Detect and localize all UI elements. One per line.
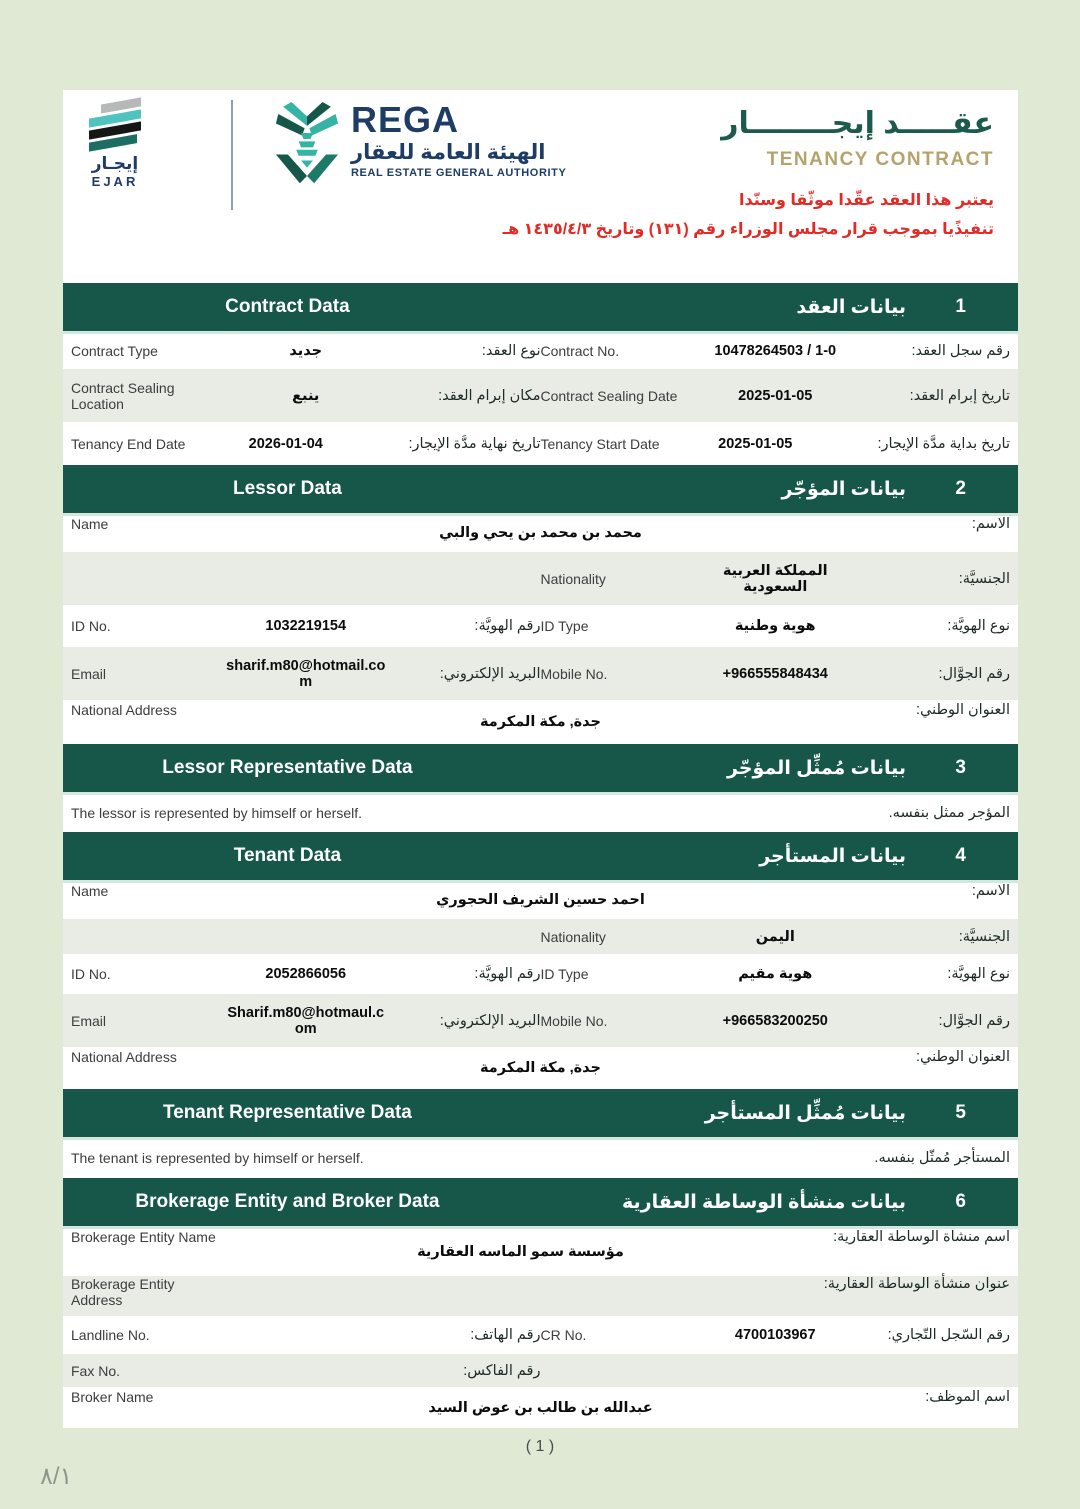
section-title-en: Tenant Representative Data: [163, 1102, 412, 1123]
field-value-wrap: [221, 883, 860, 917]
field-label-en: Name: [71, 516, 109, 532]
section-title-ar: بيانات منشأة الوساطة العقارية: [622, 1191, 906, 1213]
field-label-ar: اسم منشأة الوساطة العقارية:: [833, 1229, 1010, 1245]
field-value: +966555848434: [722, 665, 828, 682]
field-value: 2025-01-05: [718, 435, 793, 452]
ejar-logo-stripes-icon: [89, 97, 141, 151]
field-label-en: Contract Sealing Location: [71, 379, 175, 412]
field-cr-no: [541, 1318, 1011, 1352]
field-label-en: ID No.: [71, 966, 111, 982]
row-sealing-date-location: [63, 369, 1018, 424]
field-label-en: Mobile No.: [540, 665, 608, 682]
field-value: 2026-01-04: [248, 435, 323, 452]
field-label-en: ID Type: [540, 966, 589, 982]
field-value: عبدالله بن طالب بن عوض السيد: [428, 1399, 653, 1416]
field-value-wrap: [221, 1333, 391, 1337]
field-label-ar: رقم الهويَّة:: [474, 966, 541, 982]
legal-notice-line2: تنفيذًيا بموجب قرار مجلس الوزراء رقم (١٣١) وتاريخ ١٤٣٥/٤/٣ هـ: [502, 220, 994, 238]
field-value-wrap: [221, 1049, 860, 1087]
field-label-ar: الجنسيَّة:: [958, 928, 1010, 945]
field-value-wrap: [221, 702, 860, 742]
section-band-tenant-representative: [63, 1089, 1018, 1140]
representative-note-en: The lessor is represented by himself or herself.: [71, 804, 363, 821]
field-tenancy-end-date: [71, 424, 541, 463]
field-label-ar: نوع الهويَّة:: [947, 618, 1010, 634]
field-value: محمد بن محمد بن يحي والبي: [439, 525, 642, 541]
section-band-contract-data: [63, 283, 1018, 334]
header-divider: [231, 100, 233, 210]
field-label-en: National Address: [71, 702, 177, 718]
field-value-wrap: [221, 1003, 391, 1039]
row-lessor-contact: [63, 647, 1018, 702]
field-label-en: Brokerage Entity Address: [71, 1276, 175, 1308]
field-value: +966583200250: [722, 1012, 828, 1029]
field-value: 4700103967: [734, 1327, 816, 1343]
row-broker-name: [63, 1389, 1018, 1428]
document-header: [63, 90, 1018, 283]
row-fax-no: [63, 1354, 1018, 1389]
field-value-wrap: [221, 386, 391, 406]
field-value-wrap: [221, 1229, 820, 1274]
field-value-wrap: [691, 1011, 861, 1031]
field-value-wrap: [691, 561, 861, 597]
field-lessor-mobile: [541, 647, 1011, 700]
field-contract-no: [541, 334, 1011, 367]
row-tenancy-dates: [63, 424, 1018, 465]
field-label-en: Brokerage Entity Name: [71, 1229, 216, 1245]
row-brokerage-entity-address: [63, 1276, 1018, 1318]
field-value-wrap: [691, 386, 861, 406]
field-label-en: Email: [71, 665, 107, 682]
page-corner-mark: ٨/١: [40, 1463, 73, 1490]
section-number: 4: [955, 845, 966, 866]
section-number: 2: [955, 478, 966, 499]
row-lessor-nationality: [63, 552, 1018, 607]
field-value-wrap: [221, 1276, 820, 1316]
field-value: Sharif.m80@hotmaul.com: [227, 1004, 385, 1037]
field-value: ينبع: [292, 387, 320, 404]
field-label-en: Landline No.: [71, 1327, 150, 1343]
field-label-en: Mobile No.: [540, 1012, 608, 1029]
field-label-ar: عنوان منشأة الوساطة العقارية:: [823, 1276, 1010, 1292]
field-value-wrap: [221, 341, 391, 361]
representative-note-ar: المستأجر مُمثّل بنفسه.: [874, 1150, 1010, 1166]
field-tenant-id-no: [71, 956, 541, 992]
row-tenant-contact: [63, 994, 1018, 1049]
field-tenancy-start-date: [541, 424, 1011, 463]
field-tenant-id-type: [541, 956, 1011, 992]
field-label-ar: الاسم:: [971, 516, 1010, 532]
section-title-ar: بيانات مُمثِّل المؤجّر: [727, 757, 906, 779]
field-value: جدة, مكة المكرمة: [479, 1060, 602, 1076]
field-lessor-email: [71, 647, 541, 700]
row-lessor-address: [63, 702, 1018, 744]
row-tenant-nationality: [63, 919, 1018, 956]
field-value-wrap: [691, 341, 861, 361]
field-label-ar: العنوان الوطني:: [916, 702, 1010, 718]
rega-arabic-name: الهيئة العامة للعقار: [351, 141, 546, 164]
field-value: هوية مقيم: [738, 966, 813, 982]
section-title-ar: بيانات المستأجر: [759, 845, 906, 867]
section-title-en: Lessor Representative Data: [162, 757, 413, 778]
ejar-logo-english: EJAR: [91, 173, 139, 189]
representative-note-ar: المؤجر ممثل بنفسه.: [888, 804, 1010, 821]
field-value: جديد: [289, 342, 323, 359]
field-value: المملكة العربية السعودية: [722, 562, 828, 595]
field-value: اليمن: [755, 928, 795, 945]
field-value-wrap: [691, 434, 821, 454]
field-value-wrap: [691, 616, 861, 636]
section-band-lessor-representative: [63, 744, 1018, 795]
page-number: ( 1 ): [525, 1438, 555, 1455]
representative-note-en: The tenant is represented by himself or herself.: [71, 1150, 364, 1166]
ejar-logo: [85, 102, 145, 189]
section-band-brokerage: [63, 1178, 1018, 1229]
field-value-wrap: [221, 616, 391, 636]
section-title-en: Brokerage Entity and Broker Data: [135, 1191, 440, 1212]
row-lessor-representative-note: [63, 795, 1018, 832]
field-label-ar: نوع العقد:: [481, 342, 541, 359]
field-value-wrap: [221, 516, 860, 550]
field-value: sharif.m80@hotmail.com: [226, 657, 386, 690]
ejar-logo-arabic: إيجـار: [91, 154, 139, 173]
section-band-lessor-data: [63, 465, 1018, 516]
rega-palm-icon: [271, 102, 343, 188]
field-label-ar: رقم الفاكس:: [463, 1362, 541, 1379]
field-label-ar: رقم السّجل التّجاري:: [887, 1327, 1010, 1343]
field-label-en: Nationality: [540, 570, 606, 587]
field-label-ar: الاسم:: [971, 883, 1010, 899]
field-label-en: Contract No.: [540, 342, 620, 359]
field-lessor-id-no: [71, 607, 541, 645]
field-lessor-id-type: [541, 607, 1011, 645]
field-label-ar: رقم سجل العقد:: [911, 342, 1010, 359]
field-label-en: CR No.: [540, 1327, 587, 1343]
field-label-ar: رقم الجوَّال:: [938, 1012, 1010, 1029]
field-value-wrap: [691, 964, 861, 984]
field-contract-type: [71, 334, 541, 367]
field-value-wrap: [691, 1325, 861, 1345]
section-title-ar: بيانات مُمثِّل المستأجر: [704, 1102, 906, 1124]
section-number: 1: [955, 296, 966, 317]
field-tenant-nationality: [541, 919, 1011, 954]
section-band-tenant-data: [63, 832, 1018, 883]
field-label-en: Broker Name: [71, 1389, 154, 1405]
field-label-en: ID No.: [71, 618, 111, 634]
row-contract-no-type: [63, 334, 1018, 369]
field-label-ar: البريد الإلكتروني:: [439, 665, 541, 682]
contract-title-english: TENANCY CONTRACT: [766, 149, 994, 170]
field-tenant-mobile: [541, 994, 1011, 1047]
field-label-en: Tenancy Start Date: [540, 435, 660, 452]
field-label-ar: رقم الهويَّة:: [474, 618, 541, 634]
row-lessor-name: [63, 516, 1018, 552]
section-number: 3: [955, 757, 966, 778]
field-value: مؤسسة سمو الماسه العقارية: [417, 1243, 624, 1260]
field-value-wrap: [221, 1369, 391, 1373]
field-value: 10478264503 / 1-0: [714, 342, 837, 359]
field-value-wrap: [221, 964, 391, 984]
field-label-en: Contract Type: [71, 342, 158, 359]
field-label-ar: مكان إبرام العقد:: [438, 387, 541, 404]
field-value-wrap: [221, 1389, 860, 1426]
field-label-ar: العنوان الوطني:: [916, 1049, 1010, 1065]
field-label-ar: تاريخ بداية مدَّة الإيجار:: [877, 435, 1010, 452]
field-label-ar: اسم الموظف:: [925, 1389, 1010, 1405]
field-value: 1032219154: [265, 618, 347, 634]
row-lessor-id: [63, 607, 1018, 647]
field-value: احمد حسين الشريف الحجوري: [436, 892, 645, 908]
field-value-wrap: [221, 434, 351, 454]
row-tenant-representative-note: [63, 1140, 1018, 1178]
section-title-ar: بيانات العقد: [796, 296, 906, 318]
field-label-ar: تاريخ نهاية مدَّة الإيجار:: [408, 435, 541, 452]
field-label-ar: رقم الجوَّال:: [938, 665, 1010, 682]
row-brokerage-cr-landline: [63, 1318, 1018, 1354]
section-number: 6: [955, 1191, 966, 1212]
field-tenant-email: [71, 994, 541, 1047]
field-landline-no: [71, 1318, 541, 1352]
row-tenant-address: [63, 1049, 1018, 1089]
field-label-en: Fax No.: [71, 1362, 121, 1379]
field-label-ar: رقم الهاتف:: [470, 1327, 541, 1343]
field-label-ar: تاريخ إبرام العقد:: [909, 387, 1010, 404]
field-lessor-nationality: [541, 552, 1011, 605]
section-number: 5: [955, 1102, 966, 1123]
field-label-en: Email: [71, 1012, 107, 1029]
field-value: 2025-01-05: [738, 387, 813, 404]
legal-notice-line1: يعتبر هذا العقد عقّدا موثّقا وسنّدا: [739, 192, 994, 209]
field-label-ar: الجنسيَّة:: [958, 570, 1010, 587]
field-label-en: Tenancy End Date: [71, 435, 186, 452]
row-brokerage-entity-name: [63, 1229, 1018, 1276]
contract-title-block: [503, 106, 994, 245]
field-label-en: ID Type: [540, 618, 589, 634]
tenancy-contract-document: [63, 90, 1018, 1428]
field-label-ar: البريد الإلكتروني:: [439, 1012, 541, 1029]
field-value-wrap: [691, 664, 861, 684]
row-tenant-name: [63, 883, 1018, 919]
section-title-en: Lessor Data: [233, 478, 342, 499]
field-label-ar: نوع الهويَّة:: [947, 966, 1010, 982]
field-value: جدة, مكة المكرمة: [479, 714, 602, 730]
field-sealing-date: [541, 369, 1011, 422]
field-value: هوية وطنية: [734, 618, 816, 634]
section-title-en: Contract Data: [225, 296, 350, 317]
field-value-wrap: [221, 656, 391, 692]
contract-title-arabic: عقـــــد إيجــــــــار: [721, 107, 994, 140]
rega-english-name: REAL ESTATE GENERAL AUTHORITY: [351, 167, 567, 180]
section-title-ar: بيانات المؤجّر: [781, 478, 906, 500]
row-tenant-id: [63, 956, 1018, 994]
field-label-en: Contract Sealing Date: [540, 387, 678, 404]
field-value: 2052866056: [265, 966, 347, 982]
field-label-en: National Address: [71, 1049, 177, 1065]
field-value-wrap: [691, 927, 861, 947]
field-label-en: Name: [71, 883, 109, 899]
legal-notice: [503, 187, 994, 245]
field-label-en: Nationality: [540, 928, 606, 945]
section-title-en: Tenant Data: [233, 845, 342, 866]
rega-wordmark: REGA: [351, 99, 460, 140]
field-fax-no: [71, 1354, 541, 1387]
field-sealing-location: [71, 369, 541, 422]
